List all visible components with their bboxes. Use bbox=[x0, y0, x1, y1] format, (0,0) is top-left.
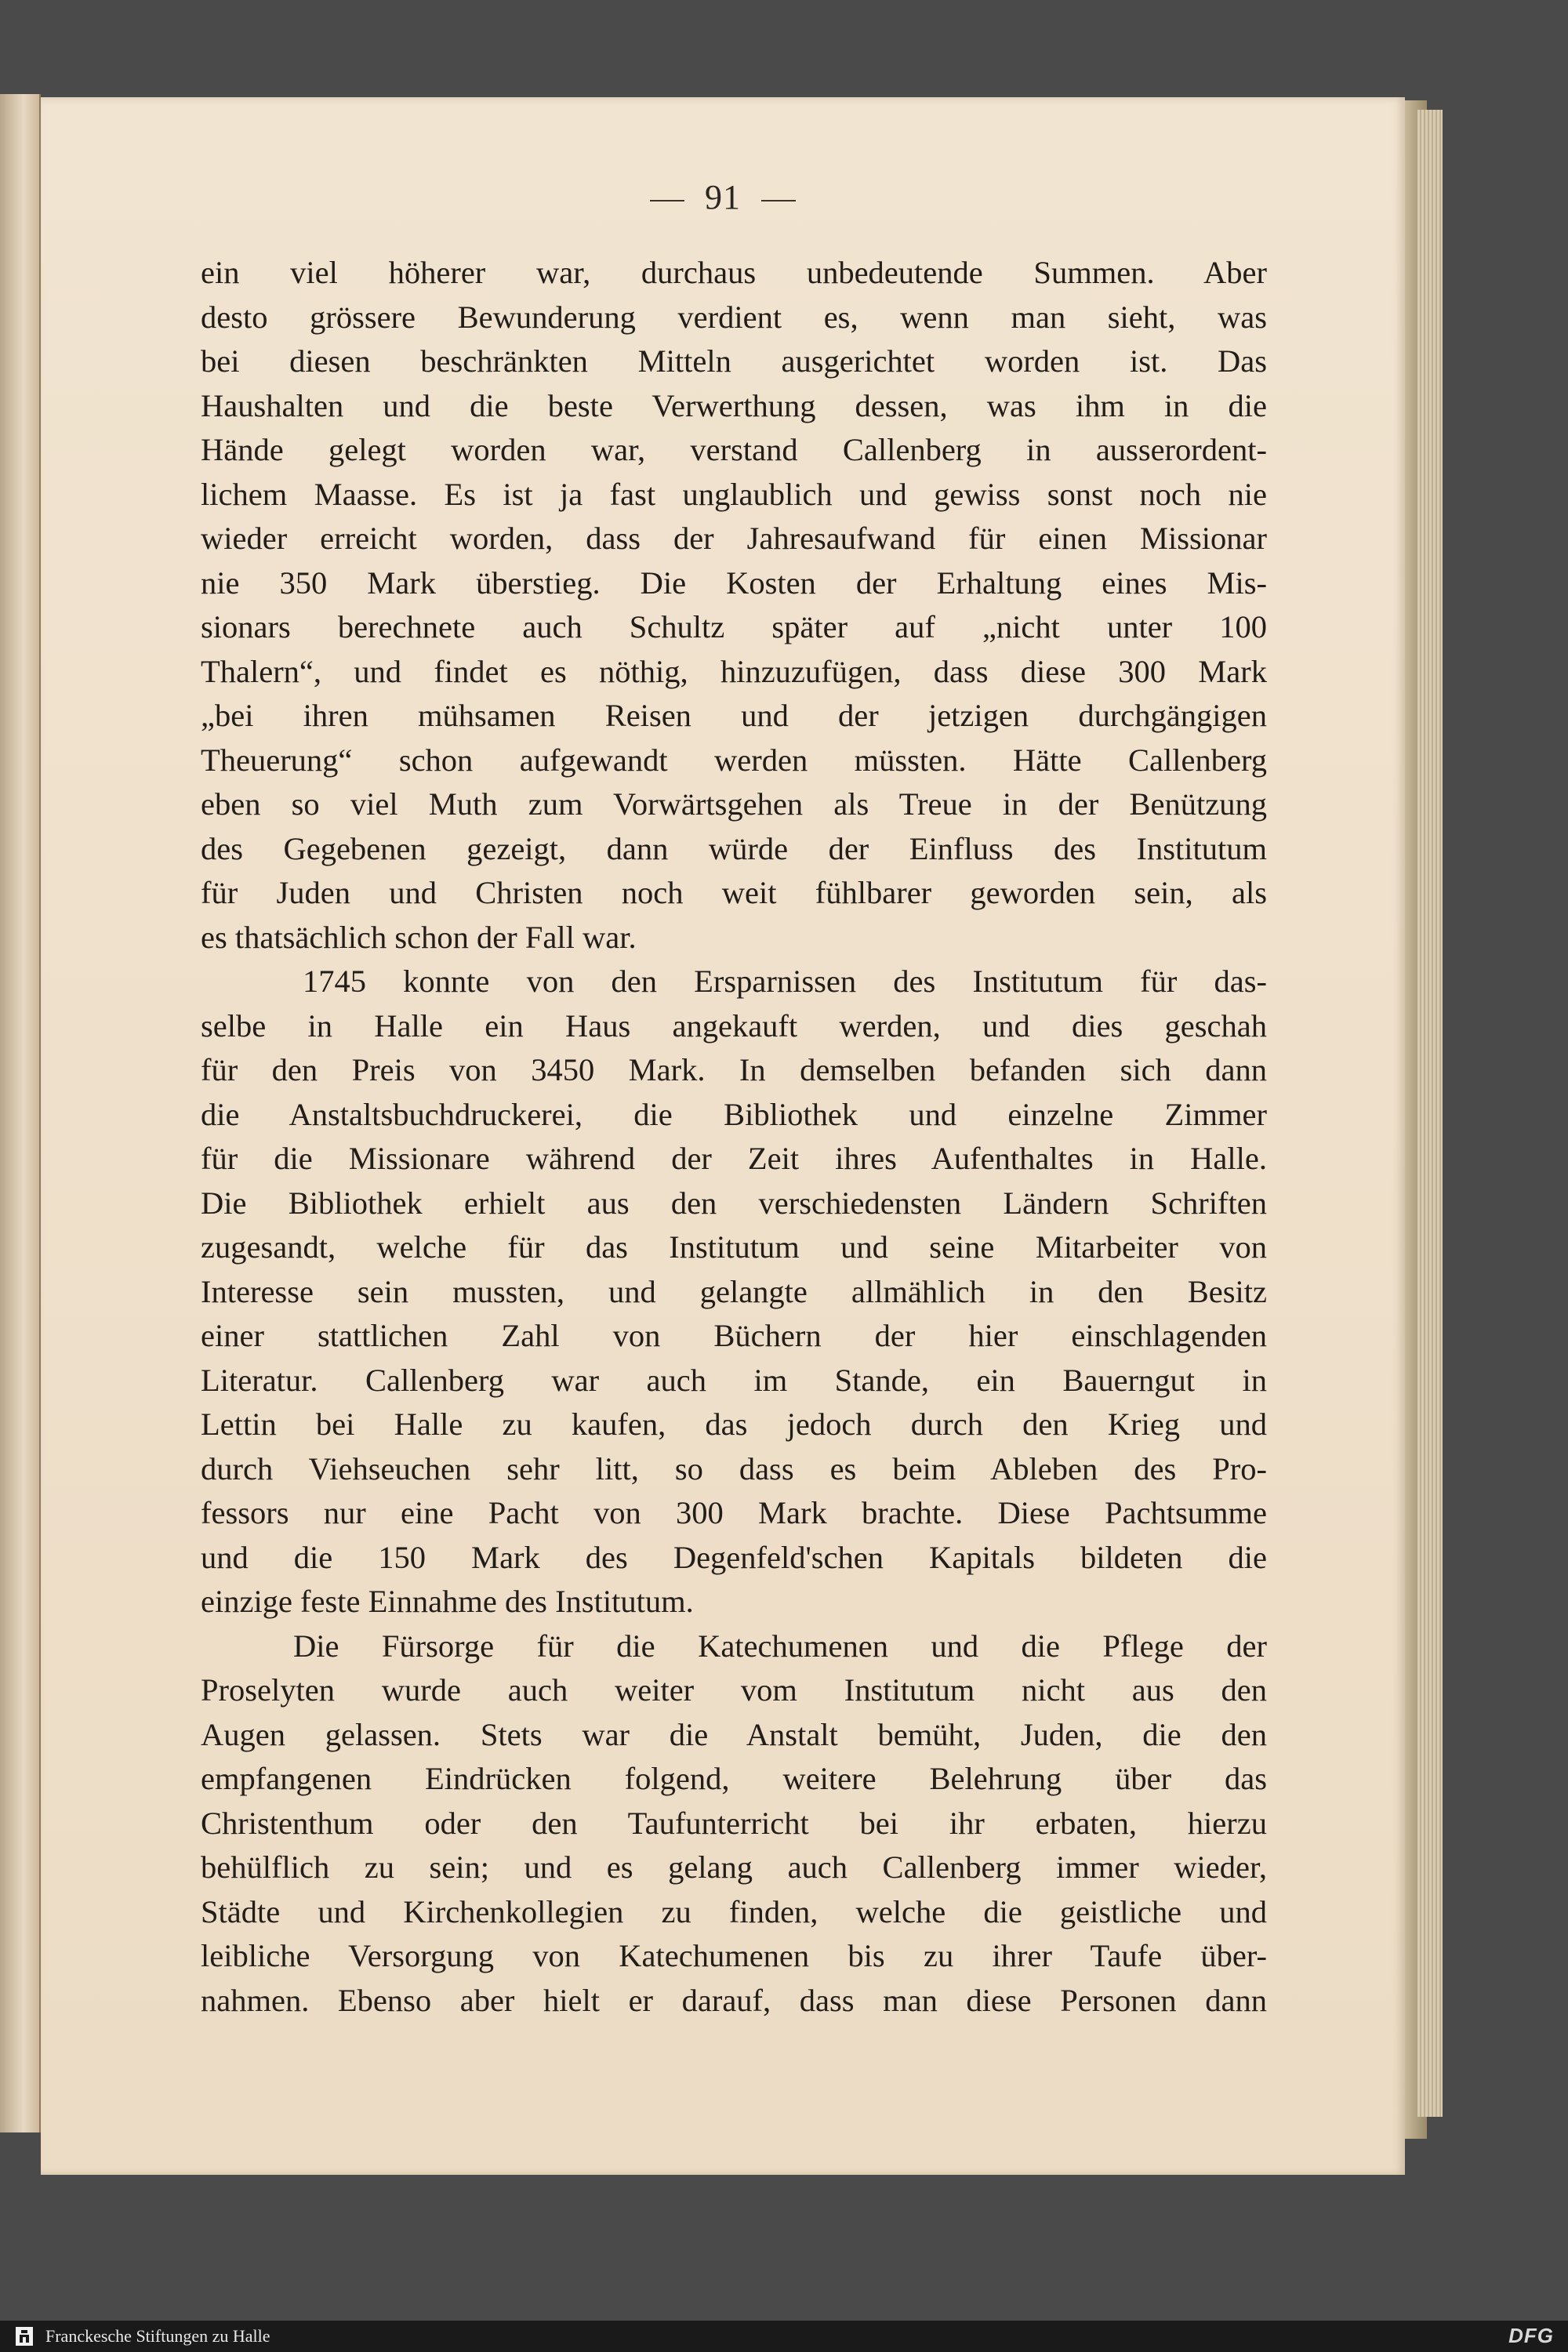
text-line: einzige feste Einnahme des Institutum. bbox=[201, 1584, 694, 1619]
text-line: 1745 konnte von den Ersparnissen des Institutum für das- bbox=[303, 964, 1267, 999]
text-line: für den Preis von 3450 Mark. In demselben befanden sich dann bbox=[201, 1052, 1267, 1087]
text-line: Thalern“, und findet es nöthig, hinzuzufügen, dass diese 300 Mark bbox=[201, 653, 1267, 689]
text-line: „bei ihren mühsamen Reisen und der jetzigen durchgängigen bbox=[201, 698, 1267, 733]
text-line: nie 350 Mark überstieg. Die Kosten der Erhaltung eines Mis- bbox=[201, 564, 1267, 601]
text-line: empfangenen Eindrücken folgend, weitere Belehrung über das bbox=[201, 1761, 1267, 1796]
institution-name[interactable]: Franckesche Stiftungen zu Halle bbox=[45, 2326, 270, 2346]
dash-left bbox=[650, 200, 684, 201]
text-line: ein viel höherer war, durchaus unbedeutende Summen. Aber bbox=[201, 255, 1267, 290]
text-line: Theuerung“ schon aufgewandt werden müssten. Hätte Callenberg bbox=[201, 742, 1267, 778]
page-header bbox=[41, 177, 1405, 217]
text-line: sionars berechnete auch Schultz später auf „nicht unter 100 bbox=[201, 609, 1267, 644]
text-line: einer stattlichen Zahl von Büchern der hier einschlagenden bbox=[201, 1318, 1267, 1353]
text-line: durch Viehseuchen sehr litt, so dass es beim Ableben des Pro- bbox=[201, 1450, 1267, 1486]
text-line: desto grössere Bewunderung verdient es, wenn man sieht, was bbox=[201, 299, 1267, 335]
text-line: des Gegebenen gezeigt, dann würde der Einfluss des Institutum bbox=[201, 830, 1267, 866]
text-line: zugesandt, welche für das Institutum und seine Mitarbeiter von bbox=[201, 1229, 1267, 1265]
text-line: für die Missionare während der Zeit ihres Aufenthaltes in Halle. bbox=[201, 1141, 1267, 1176]
text-line: wieder erreicht worden, dass der Jahresaufwand für einen Missionar bbox=[201, 521, 1267, 556]
text-line: Haushalten und die beste Verwerthung dessen, was ihm in die bbox=[201, 387, 1267, 423]
page-number: 91 bbox=[705, 178, 741, 216]
book-page bbox=[41, 97, 1405, 2175]
text-line: Literatur. Callenberg war auch im Stande, ein Bauerngut in bbox=[201, 1362, 1267, 1398]
text-line: bei diesen beschränkten Mitteln ausgerichtet worden ist. Das bbox=[201, 343, 1267, 379]
book-page-stack bbox=[1417, 110, 1443, 2117]
dfg-logo: DFG bbox=[1508, 2324, 1554, 2347]
text-line: eben so viel Muth zum Vorwärtsgehen als Treue in der Benützung bbox=[201, 786, 1267, 822]
text-line: Die Bibliothek erhielt aus den verschiedensten Ländern Schriften bbox=[201, 1185, 1267, 1221]
text-line: Die Fürsorge für die Katechumenen und die Pflege der bbox=[293, 1628, 1267, 1664]
text-line: nahmen. Ebenso aber hielt er darauf, dass man diese Personen dann bbox=[201, 1982, 1267, 2018]
text-line: Lettin bei Halle zu kaufen, das jedoch durch den Krieg und bbox=[201, 1406, 1267, 1442]
text-line: Interesse sein mussten, und gelangte allmählich in den Besitz bbox=[201, 1273, 1267, 1309]
text-line: Hände gelegt worden war, verstand Callenberg in ausserordent- bbox=[201, 432, 1267, 467]
text-line: lichem Maasse. Es ist ja fast unglaublich und gewiss sonst noch nie bbox=[201, 476, 1267, 512]
text-line: behülflich zu sein; und es gelang auch Callenberg immer wieder, bbox=[201, 1849, 1267, 1885]
text-line: leibliche Versorgung von Katechumenen bis zu ihrer Taufe über- bbox=[201, 1938, 1267, 1973]
text-line: die Anstaltsbuchdruckerei, die Bibliothek und einzelne Zimmer bbox=[201, 1096, 1267, 1132]
text-line: Proselyten wurde auch weiter vom Institutum nicht aus den bbox=[201, 1672, 1267, 1708]
body-text bbox=[201, 251, 1267, 2023]
previous-page-edge bbox=[0, 94, 41, 2132]
text-line: und die 150 Mark des Degenfeld'schen Kapitals bildeten die bbox=[201, 1539, 1267, 1575]
foundation-logo-icon bbox=[14, 2325, 34, 2347]
text-line: für Juden und Christen noch weit fühlbarer geworden sein, als bbox=[201, 875, 1267, 910]
text-line: Augen gelassen. Stets war die Anstalt bemüht, Juden, die den bbox=[201, 1716, 1267, 1752]
viewer-footer bbox=[0, 2321, 1568, 2352]
text-line: selbe in Halle ein Haus angekauft werden, und dies geschah bbox=[201, 1007, 1267, 1044]
text-line: Städte und Kirchenkollegien zu finden, welche die geistliche und bbox=[201, 1893, 1267, 1929]
text-line: Christenthum oder den Taufunterricht bei ihr erbaten, hierzu bbox=[201, 1805, 1267, 1841]
dash-right bbox=[761, 200, 796, 201]
text-line: es thatsächlich schon der Fall war. bbox=[201, 919, 637, 955]
text-line: fessors nur eine Pacht von 300 Mark brachte. Diese Pachtsumme bbox=[201, 1495, 1267, 1530]
